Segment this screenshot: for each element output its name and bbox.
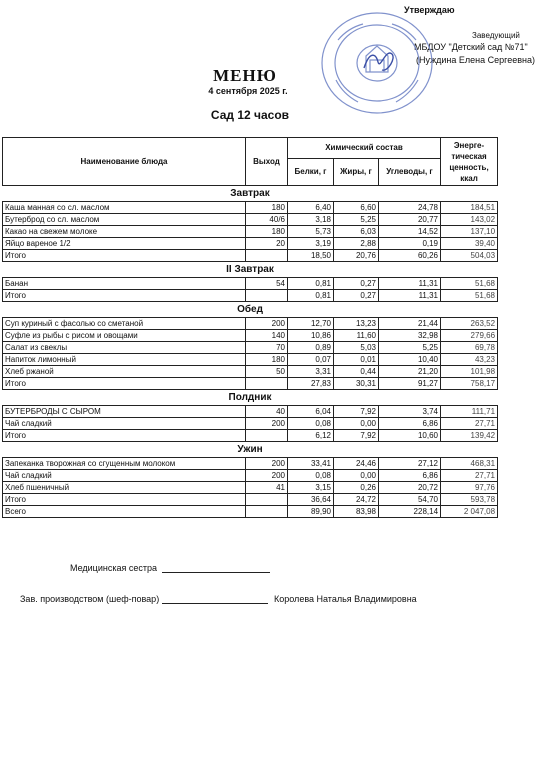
cell-dish: Салат из свеклы (3, 342, 246, 354)
table-row (3, 318, 498, 330)
table-row (3, 506, 498, 518)
menu-body (3, 186, 498, 518)
cell-portion (246, 250, 288, 262)
cell-kcal: 279,66 (441, 330, 498, 342)
cell-kcal: 51,68 (441, 278, 498, 290)
cell-portion: 180 (246, 202, 288, 214)
cell-portion: 180 (246, 354, 288, 366)
cell-carb: 0,19 (379, 238, 441, 250)
table-row (3, 482, 498, 494)
page-title: МЕНЮ (213, 66, 277, 85)
cell-carb: 11,31 (379, 278, 441, 290)
header-protein: Белки, г (288, 159, 334, 186)
header-fat: Жиры, г (334, 159, 379, 186)
header-chem: Химический состав (288, 138, 441, 159)
cell-dish: Итого (3, 430, 246, 442)
chef-name: Королева Наталья Владимировна (274, 594, 417, 604)
cell-portion (246, 506, 288, 518)
cell-fat: 0,01 (334, 354, 379, 366)
cell-protein: 10,86 (288, 330, 334, 342)
cell-carb: 228,14 (379, 506, 441, 518)
cell-fat: 13,23 (334, 318, 379, 330)
cell-protein: 0,81 (288, 290, 334, 302)
table-row (3, 250, 498, 262)
cell-portion (246, 494, 288, 506)
cell-protein: 6,04 (288, 406, 334, 418)
cell-portion: 54 (246, 278, 288, 290)
table-row (3, 418, 498, 430)
cell-dish: Итого (3, 290, 246, 302)
approval-role: Заведующий (472, 31, 520, 40)
cell-protein: 27,83 (288, 378, 334, 390)
cell-carb: 3,74 (379, 406, 441, 418)
cell-fat: 24,46 (334, 458, 379, 470)
cell-protein: 0,89 (288, 342, 334, 354)
cell-portion (246, 290, 288, 302)
section-header-row (3, 302, 498, 318)
cell-fat: 11,60 (334, 330, 379, 342)
cell-dish: Итого (3, 494, 246, 506)
cell-protein: 89,90 (288, 506, 334, 518)
cell-protein: 0,81 (288, 278, 334, 290)
cell-carb: 14,52 (379, 226, 441, 238)
cell-fat: 0,44 (334, 366, 379, 378)
cell-dish: Яйцо вареное 1/2 (3, 238, 246, 250)
cell-protein: 12,70 (288, 318, 334, 330)
cell-portion: 70 (246, 342, 288, 354)
cell-carb: 20,77 (379, 214, 441, 226)
table-row (3, 366, 498, 378)
table-row (3, 406, 498, 418)
cell-dish: Чай сладкий (3, 470, 246, 482)
cell-kcal: 111,71 (441, 406, 498, 418)
section-title: Полдник (3, 390, 498, 406)
cell-dish: Запеканка творожная со сгущенным молоком (3, 458, 246, 470)
cell-carb: 32,98 (379, 330, 441, 342)
official-stamp (318, 10, 436, 116)
cell-kcal: 504,03 (441, 250, 498, 262)
section-title: Ужин (3, 442, 498, 458)
cell-carb: 54,70 (379, 494, 441, 506)
cell-portion (246, 430, 288, 442)
cell-carb: 5,25 (379, 342, 441, 354)
cell-dish: Итого (3, 250, 246, 262)
cell-protein: 0,07 (288, 354, 334, 366)
cell-kcal: 27,71 (441, 418, 498, 430)
cell-kcal: 263,52 (441, 318, 498, 330)
cell-fat: 0,00 (334, 418, 379, 430)
header-energy: Энерге-тическая ценность, ккал (441, 138, 498, 186)
section-title: II Завтрак (3, 262, 498, 278)
cell-protein: 18,50 (288, 250, 334, 262)
cell-dish: Какао на свежем молоке (3, 226, 246, 238)
table-row (3, 290, 498, 302)
cell-dish: Хлеб ржаной (3, 366, 246, 378)
cell-kcal: 139,42 (441, 430, 498, 442)
section-title: Завтрак (3, 186, 498, 202)
cell-kcal: 43,23 (441, 354, 498, 366)
cell-carb: 60,26 (379, 250, 441, 262)
cell-fat: 0,00 (334, 470, 379, 482)
cell-dish: Итого (3, 378, 246, 390)
cell-dish: Хлеб пшеничный (3, 482, 246, 494)
table-row (3, 226, 498, 238)
cell-fat: 2,88 (334, 238, 379, 250)
table-row (3, 470, 498, 482)
cell-protein: 0,08 (288, 418, 334, 430)
cell-kcal: 758,17 (441, 378, 498, 390)
cell-protein: 6,12 (288, 430, 334, 442)
table-row (3, 278, 498, 290)
cell-fat: 5,03 (334, 342, 379, 354)
cell-protein: 3,19 (288, 238, 334, 250)
approval-name: (Нуждина Елена Сергеевна) (416, 55, 535, 65)
cell-portion: 200 (246, 470, 288, 482)
cell-dish: БУТЕРБРОДЫ С СЫРОМ (3, 406, 246, 418)
table-row (3, 238, 498, 250)
cell-protein: 36,64 (288, 494, 334, 506)
cell-kcal: 184,51 (441, 202, 498, 214)
cell-portion: 200 (246, 418, 288, 430)
cell-fat: 7,92 (334, 430, 379, 442)
cell-carb: 27,12 (379, 458, 441, 470)
nurse-signature-line (162, 572, 270, 573)
cell-kcal: 27,71 (441, 470, 498, 482)
table-row (3, 458, 498, 470)
cell-kcal: 143,02 (441, 214, 498, 226)
cell-carb: 10,40 (379, 354, 441, 366)
section-header-row (3, 262, 498, 278)
cell-protein: 3,15 (288, 482, 334, 494)
cell-carb: 21,20 (379, 366, 441, 378)
cell-fat: 30,31 (334, 378, 379, 390)
cell-kcal: 39,40 (441, 238, 498, 250)
section-title: Обед (3, 302, 498, 318)
section-header-row (3, 442, 498, 458)
cell-portion: 140 (246, 330, 288, 342)
cell-kcal: 468,31 (441, 458, 498, 470)
cell-carb: 21,44 (379, 318, 441, 330)
cell-fat: 0,27 (334, 278, 379, 290)
cell-dish: Всего (3, 506, 246, 518)
cell-kcal: 137,10 (441, 226, 498, 238)
cell-portion: 180 (246, 226, 288, 238)
table-row (3, 342, 498, 354)
section-header-row (3, 186, 498, 202)
cell-protein: 0,08 (288, 470, 334, 482)
cell-fat: 83,98 (334, 506, 379, 518)
cell-dish: Напиток лимонный (3, 354, 246, 366)
cell-portion: 40/6 (246, 214, 288, 226)
cell-carb: 11,31 (379, 290, 441, 302)
cell-protein: 3,18 (288, 214, 334, 226)
cell-carb: 6,86 (379, 418, 441, 430)
cell-kcal: 51,68 (441, 290, 498, 302)
nurse-label: Медицинская сестра (70, 563, 157, 573)
menu-table (2, 137, 498, 518)
cell-fat: 6,60 (334, 202, 379, 214)
cell-dish: Чай сладкий (3, 418, 246, 430)
cell-dish: Бутерброд со сл. маслом (3, 214, 246, 226)
approval-org: МБДОУ "Детский сад №71" (414, 42, 528, 52)
cell-kcal: 69,78 (441, 342, 498, 354)
header-carb: Углеводы, г (379, 159, 441, 186)
cell-carb: 20,72 (379, 482, 441, 494)
cell-fat: 0,26 (334, 482, 379, 494)
table-row (3, 494, 498, 506)
cell-protein: 33,41 (288, 458, 334, 470)
cell-portion (246, 378, 288, 390)
cell-dish: Банан (3, 278, 246, 290)
cell-portion: 200 (246, 318, 288, 330)
table-row (3, 330, 498, 342)
cell-carb: 24,78 (379, 202, 441, 214)
cell-kcal: 101,98 (441, 366, 498, 378)
chef-label: Зав. производством (шеф-повар) (20, 594, 160, 604)
header-portion: Выход (246, 138, 288, 186)
table-row (3, 354, 498, 366)
cell-fat: 24,72 (334, 494, 379, 506)
cell-dish: Каша манная со сл. маслом (3, 202, 246, 214)
cell-fat: 5,25 (334, 214, 379, 226)
cell-portion: 40 (246, 406, 288, 418)
approval-title: Утверждаю (404, 5, 455, 15)
cell-dish: Суп куриный с фасолью со сметаной (3, 318, 246, 330)
cell-fat: 20,76 (334, 250, 379, 262)
table-row (3, 214, 498, 226)
cell-fat: 7,92 (334, 406, 379, 418)
menu-subtitle: Сад 12 часов (210, 108, 290, 122)
section-header-row (3, 390, 498, 406)
menu-date: 4 сентября 2025 г. (208, 86, 288, 96)
cell-portion: 50 (246, 366, 288, 378)
cell-fat: 0,27 (334, 290, 379, 302)
cell-dish: Суфле из рыбы с рисом и овощами (3, 330, 246, 342)
cell-protein: 5,73 (288, 226, 334, 238)
cell-carb: 10,60 (379, 430, 441, 442)
table-row (3, 378, 498, 390)
header-dish: Наименование блюда (3, 138, 246, 186)
cell-carb: 91,27 (379, 378, 441, 390)
cell-kcal: 2 047,08 (441, 506, 498, 518)
cell-protein: 3,31 (288, 366, 334, 378)
cell-portion: 200 (246, 458, 288, 470)
cell-fat: 6,03 (334, 226, 379, 238)
cell-portion: 41 (246, 482, 288, 494)
table-row (3, 430, 498, 442)
cell-kcal: 97,76 (441, 482, 498, 494)
cell-kcal: 593,78 (441, 494, 498, 506)
cell-protein: 6,40 (288, 202, 334, 214)
cell-carb: 6,86 (379, 470, 441, 482)
chef-signature-line (162, 603, 268, 604)
cell-portion: 20 (246, 238, 288, 250)
table-row (3, 202, 498, 214)
